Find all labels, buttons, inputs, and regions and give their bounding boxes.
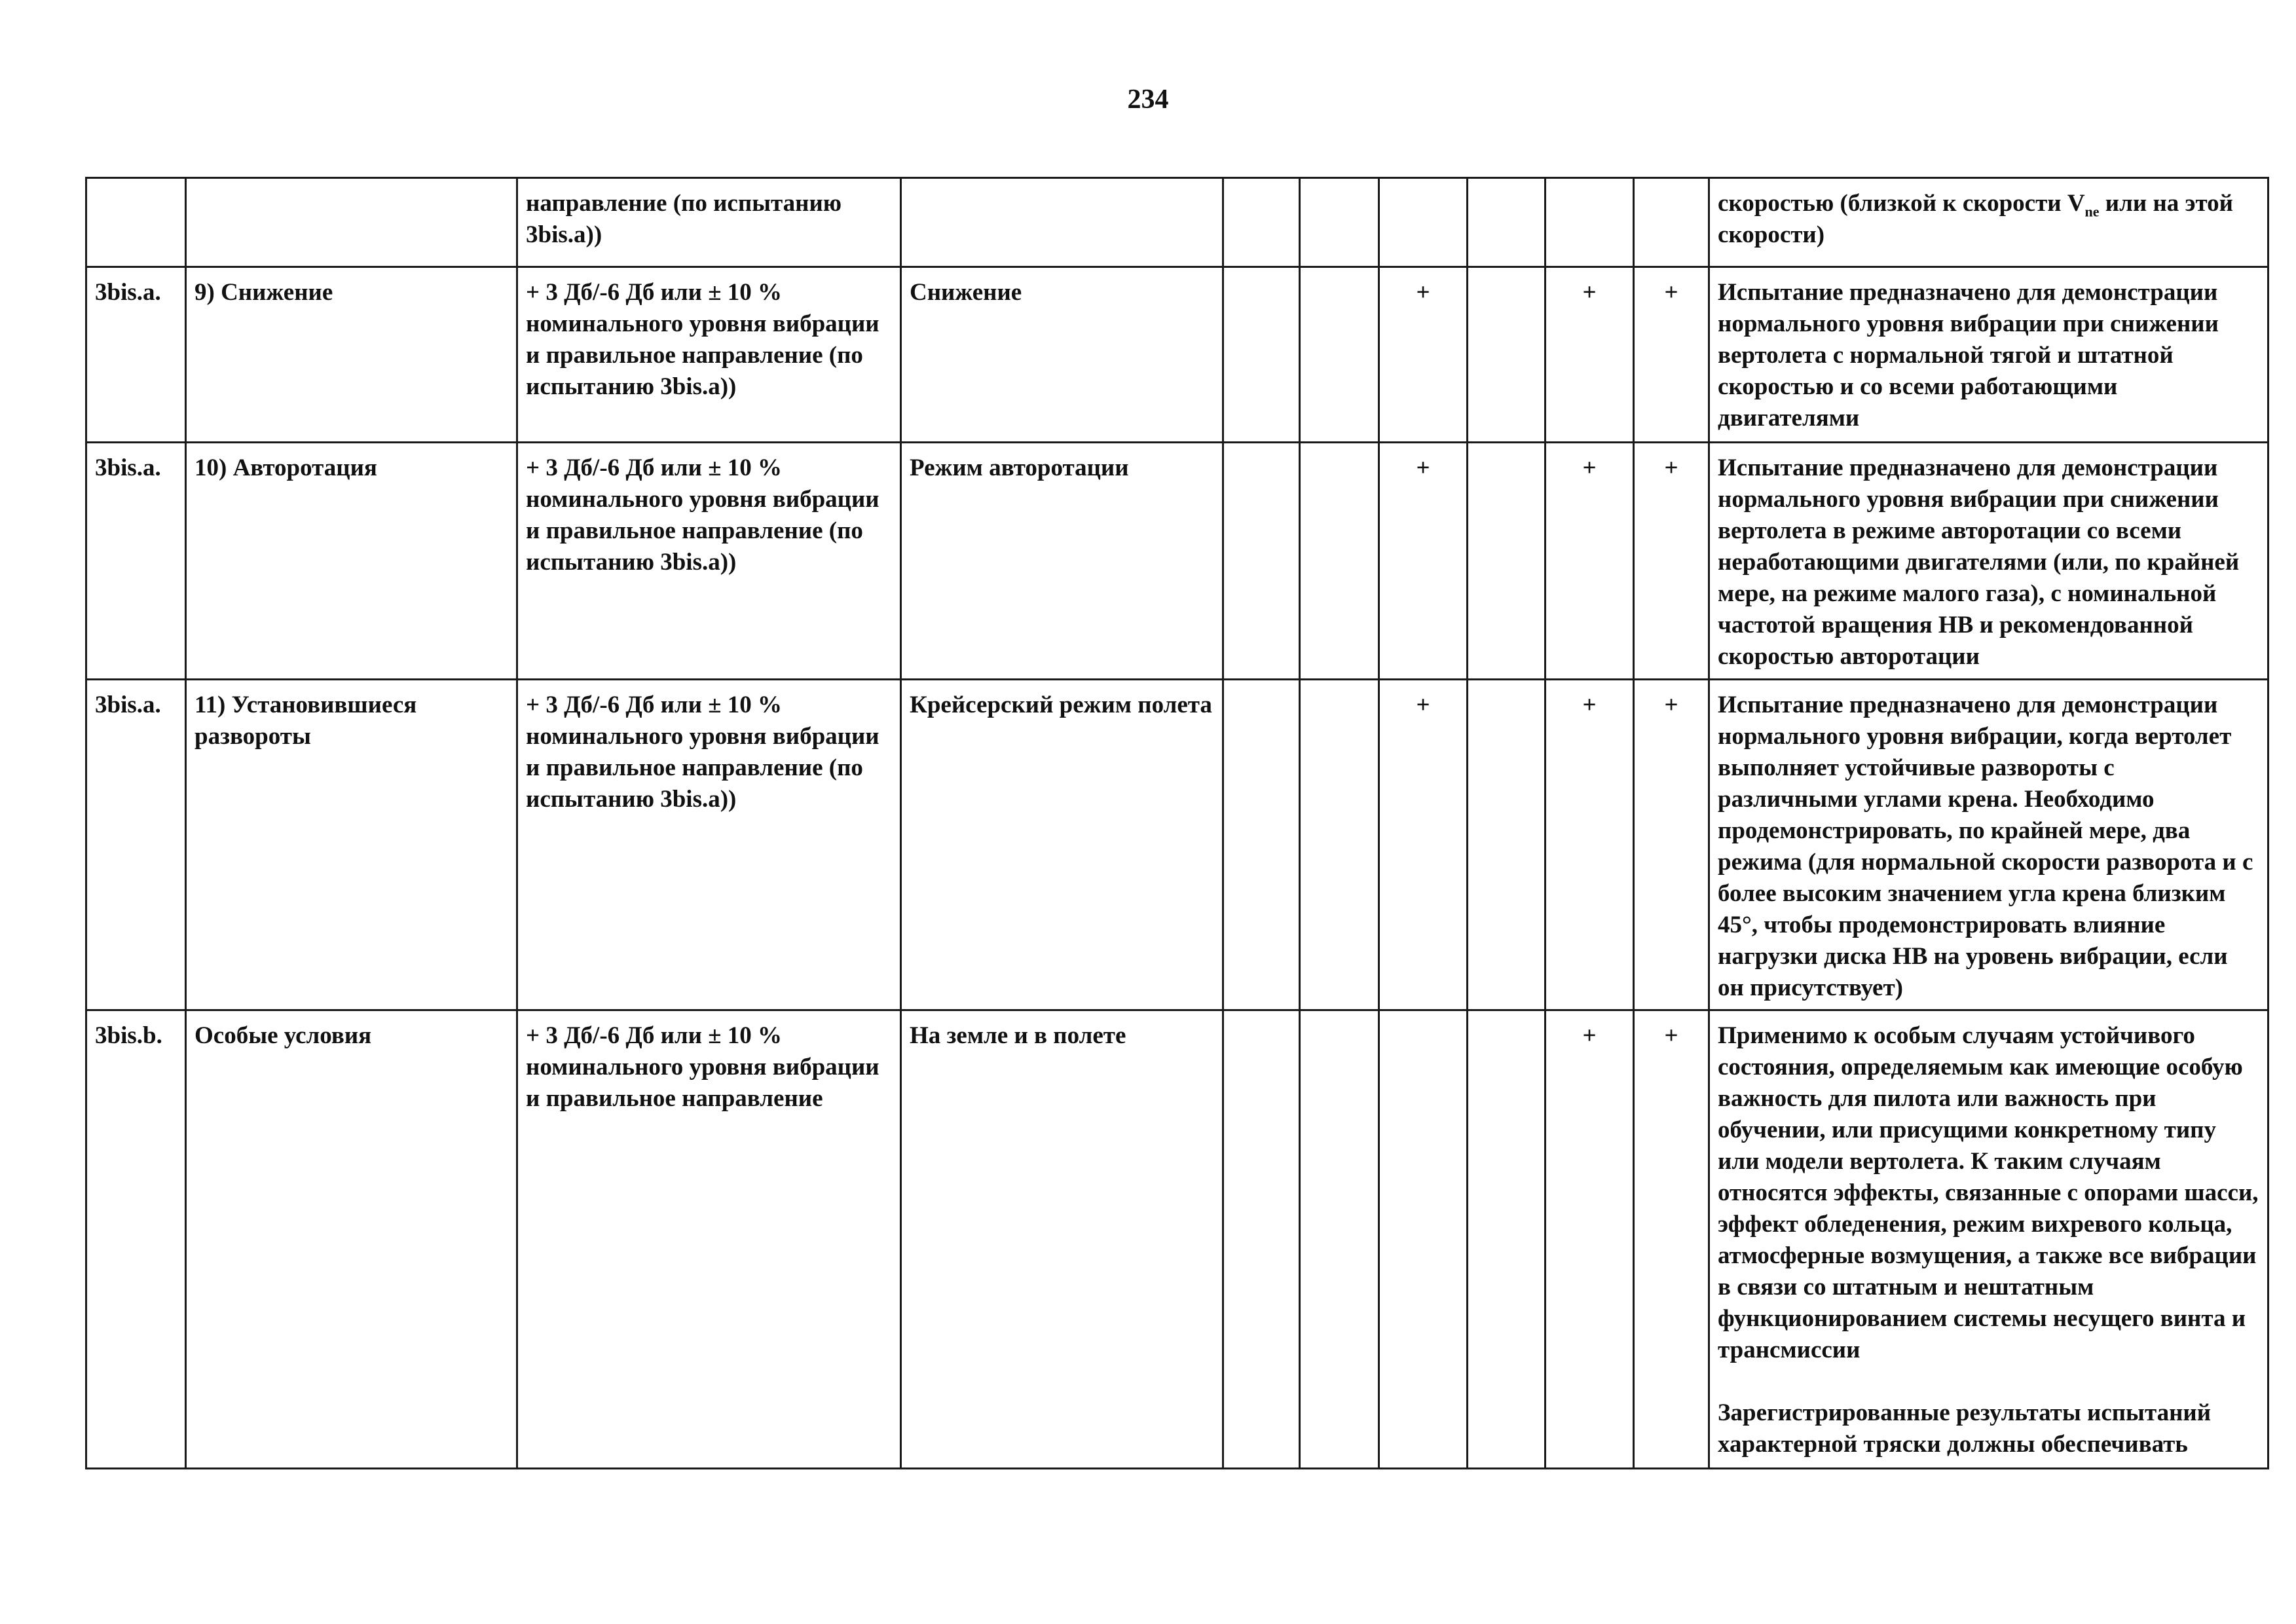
row-name: Особые условия <box>186 1010 517 1469</box>
table-row <box>86 178 2268 267</box>
row-code: 3bis.a. <box>86 443 186 680</box>
table-row <box>86 443 2268 680</box>
row-name: 11) Установившиеся развороты <box>186 680 517 1010</box>
row-tolerance: + 3 Дб/-6 Дб или ± 10 % номинального уровня вибрации и правильное направление (по испытанию 3bis.a)) <box>517 267 901 443</box>
row-condition: Снижение <box>901 267 1223 443</box>
row-mark <box>1379 1010 1468 1469</box>
row-condition <box>901 178 1223 267</box>
row-description <box>1709 1010 2268 1469</box>
row-mark <box>1300 680 1379 1010</box>
row-mark: + <box>1379 443 1468 680</box>
table-row <box>86 267 2268 443</box>
row-mark: + <box>1634 267 1709 443</box>
row-code <box>86 178 186 267</box>
row-mark: + <box>1379 267 1468 443</box>
row-mark <box>1468 178 1546 267</box>
row-tolerance: + 3 Дб/-6 Дб или ± 10 % номинального уровня вибрации и правильное направление (по испытанию 3bis.a)) <box>517 443 901 680</box>
row-condition: Режим авторотации <box>901 443 1223 680</box>
description-text: или на этой скорости) <box>1718 190 2234 248</box>
row-mark <box>1634 178 1709 267</box>
row-mark <box>1300 1010 1379 1469</box>
row-mark <box>1468 1010 1546 1469</box>
row-description <box>1709 178 2268 267</box>
row-mark <box>1223 443 1300 680</box>
description-text: скоростью (близкой к скорости V <box>1718 190 2085 217</box>
table-row <box>86 680 2268 1010</box>
row-mark <box>1379 178 1468 267</box>
row-mark <box>1223 267 1300 443</box>
row-tolerance: + 3 Дб/-6 Дб или ± 10 % номинального уровня вибрации и правильное направление (по испытанию 3bis.a)) <box>517 680 901 1010</box>
row-name <box>186 178 517 267</box>
row-mark: + <box>1379 680 1468 1010</box>
row-mark: + <box>1634 443 1709 680</box>
row-name: 9) Снижение <box>186 267 517 443</box>
description-paragraph: Применимо к особым случаям устойчивого состояния, определяемым как имеющие особую важность для пилота или важность при обучении, или присущими конкретному типу или модели вертолета. К таким случаям относятся эффекты, связанные с опорами шасси, эффект обледенения, режим вихревого кольца, атмосферные возмущения, а также все вибрации в связи со штатным и нештатным функционированием системы несущего винта и трансмиссии <box>1718 1022 2259 1363</box>
row-description: Испытание предназначено для демонстрации нормального уровня вибрации при снижении вертолета в режиме авторотации со всеми неработающими двигателями (или, по крайней мере, на режиме малого газа), с номинальной частотой вращения НВ и рекомендованной скоростью авторотации <box>1709 443 2268 680</box>
row-mark: + <box>1634 1010 1709 1469</box>
page-number: 234 <box>1127 84 1169 115</box>
row-mark <box>1300 443 1379 680</box>
row-description: Испытание предназначено для демонстрации нормального уровня вибрации, когда вертолет выполняет устойчивые развороты с различными углами крена. Необходимо продемонстрировать, по крайней мере, два режима (для нормальной скорости разворота и с более высоким значением угла крена близким 45°, чтобы продемонстрировать влияние нагрузки диска НВ на уровень вибрации, если он присутствует) <box>1709 680 2268 1010</box>
table-row <box>86 1010 2268 1469</box>
row-code: 3bis.a. <box>86 267 186 443</box>
row-mark <box>1300 178 1379 267</box>
row-mark <box>1223 680 1300 1010</box>
row-condition: На земле и в полете <box>901 1010 1223 1469</box>
row-mark: + <box>1546 680 1634 1010</box>
test-table <box>85 177 2269 1469</box>
row-mark <box>1223 1010 1300 1469</box>
row-mark <box>1468 680 1546 1010</box>
row-mark <box>1468 443 1546 680</box>
row-tolerance: направление (по испытанию 3bis.a)) <box>517 178 901 267</box>
row-mark <box>1468 267 1546 443</box>
row-code: 3bis.a. <box>86 680 186 1010</box>
row-mark: + <box>1546 267 1634 443</box>
row-mark <box>1223 178 1300 267</box>
row-mark: + <box>1546 443 1634 680</box>
row-mark <box>1546 178 1634 267</box>
row-tolerance: + 3 Дб/-6 Дб или ± 10 % номинального уровня вибрации и правильное направление <box>517 1010 901 1469</box>
row-condition: Крейсерский режим полета <box>901 680 1223 1010</box>
row-mark: + <box>1546 1010 1634 1469</box>
row-mark: + <box>1634 680 1709 1010</box>
row-mark <box>1300 267 1379 443</box>
row-code: 3bis.b. <box>86 1010 186 1469</box>
row-description: Испытание предназначено для демонстрации нормального уровня вибрации при снижении вертолета с нормальной тягой и штатной скоростью и со всеми работающими двигателями <box>1709 267 2268 443</box>
description-paragraph: Зарегистрированные результаты испытаний характерной тряски должны обеспечивать <box>1718 1399 2212 1458</box>
row-name: 10) Авторотация <box>186 443 517 680</box>
velocity-subscript: ne <box>2084 203 2100 220</box>
